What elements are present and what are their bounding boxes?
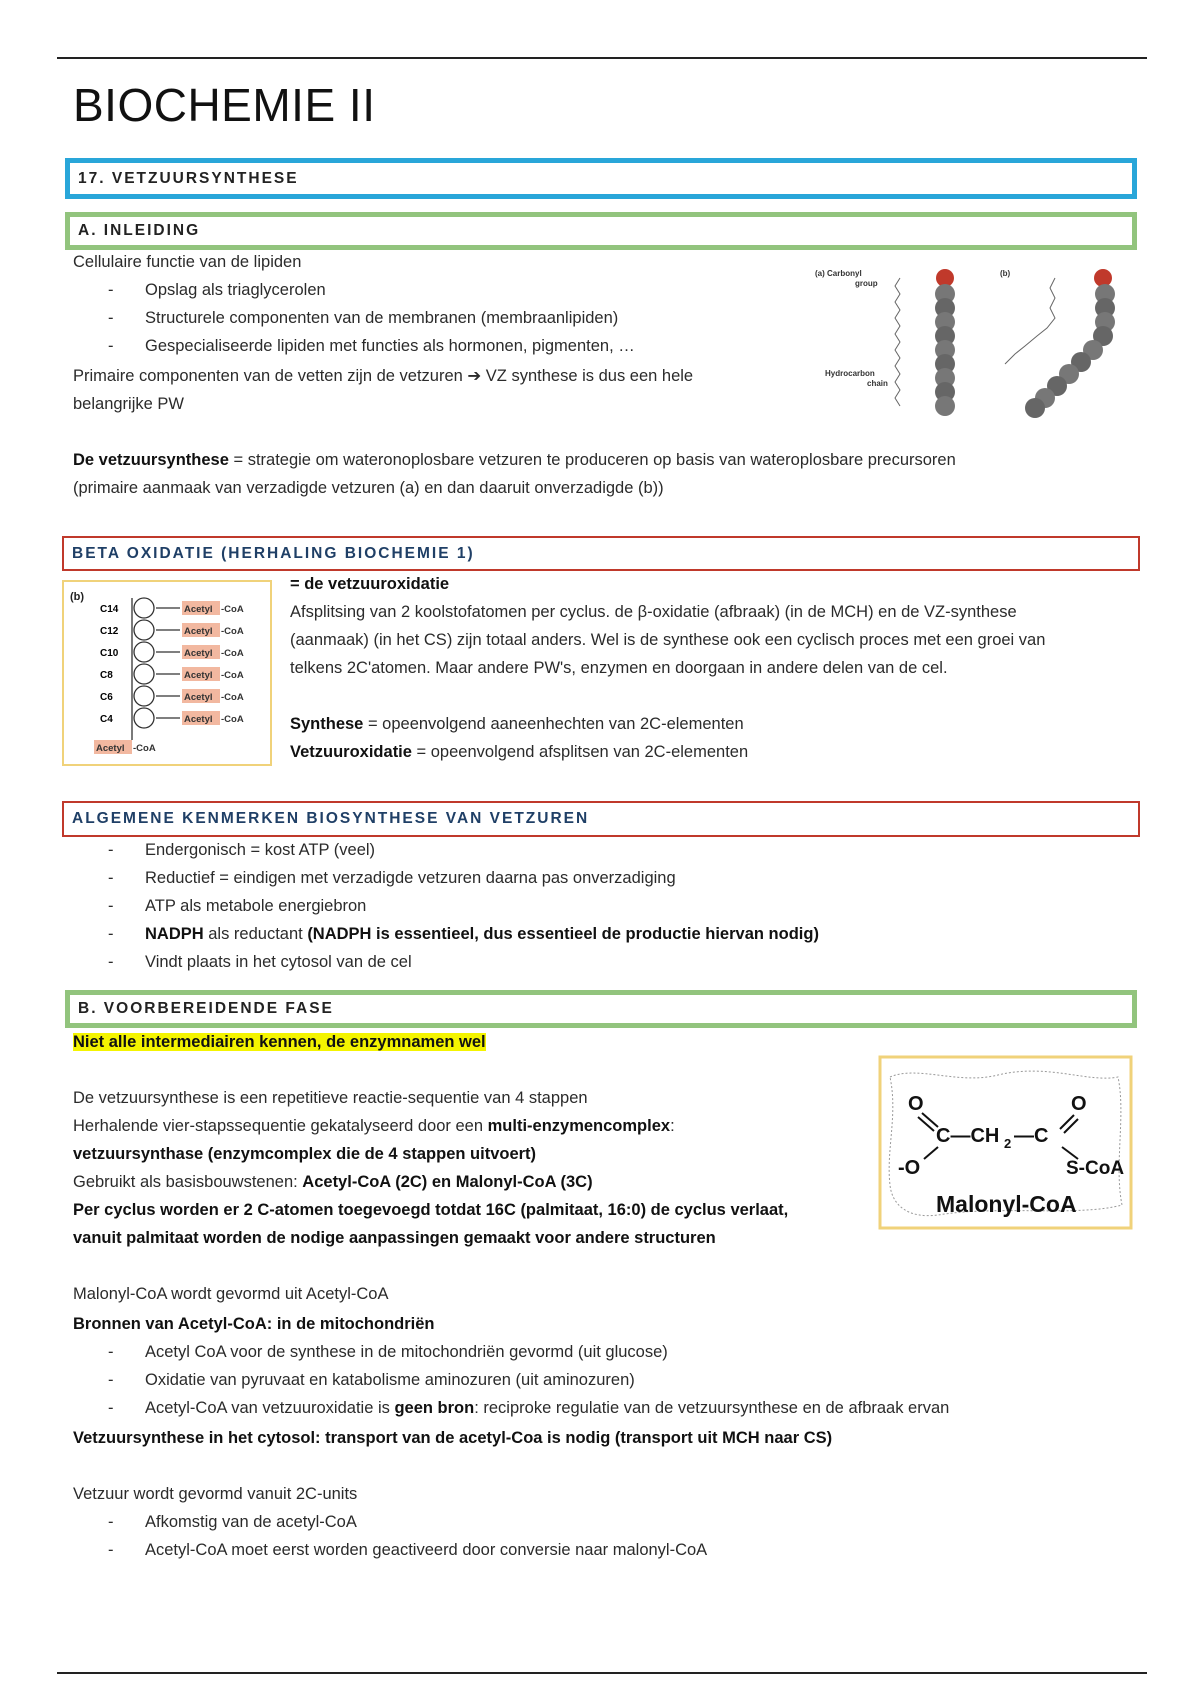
units-bullet-1: - Afkomstig van de acetyl-CoA — [145, 1508, 357, 1536]
voorb-line10: Vetzuur wordt gevormd vanuit 2C-units — [73, 1485, 358, 1503]
vetzuursynthese-definition-line2: (primaire aanmaak van verzadigde vetzuren (a) en dan daaruit onverzadigde (b)) — [73, 479, 664, 497]
saturated-spacefill-model — [935, 269, 955, 416]
top-rule — [57, 57, 1147, 59]
vetzuursynthese-definition: De vetzuursynthese = strategie om wateronoplosbare vetzuren te produceren op basis van wateroplosbare precursoren — [73, 451, 956, 469]
voorb-line3: vetzuursynthase (enzymcomplex die de 4 stappen uitvoert) — [73, 1145, 537, 1163]
svg-text:S-CoA: S-CoA — [1066, 1158, 1125, 1179]
beta-oxidation-figure — [62, 580, 272, 766]
malonyl-coa-figure — [878, 1055, 1133, 1230]
alg-bullet-5: - Vindt plaats in het cytosol van de cel — [145, 948, 412, 976]
svg-text:2: 2 — [1004, 1136, 1012, 1151]
svg-text:Acetyl: Acetyl — [184, 714, 213, 725]
alg-bullet-1: - Endergonisch = kost ATP (veel) — [145, 836, 375, 864]
beta-paragraph-line2: (aanmaak) (in het CS) zijn totaal anders. Wel is de synthese ook een cyclisch proces met een groei van — [290, 631, 1046, 649]
inleiding-line2a: Primaire componenten van de vetten zijn de vetzuren ➔ VZ synthese is dus een hele — [73, 367, 694, 385]
unsaturated-chain-skeleton — [1005, 278, 1055, 364]
enzyme-names-note: Niet alle intermediairen kennen, de enzymnamen wel — [73, 1033, 486, 1051]
bronnen-bullet-2: - Oxidatie van pyruvaat en katabolisme aminozuren (uit aminozuren) — [145, 1366, 635, 1394]
voorb-line6: vanuit palmitaat worden de nodige aanpassingen gemaakt voor andere structuren — [73, 1229, 716, 1247]
svg-text:Acetyl: Acetyl — [184, 626, 213, 637]
page-title: BIOCHEMIE II — [73, 79, 376, 131]
synthese-definition: Synthese = opeenvolgend aaneenhechten van 2C-elementen — [290, 715, 744, 733]
beta-definition: = de vetzuuroxidatie — [290, 575, 450, 593]
svg-text:C10: C10 — [100, 648, 119, 659]
beta-oxidatie-heading: BETA OXIDATIE (HERHALING BIOCHEMIE 1) — [62, 536, 1140, 571]
beta-paragraph-line3: telkens 2C'atomen. Maar andere PW's, enzymen en doorgaan in andere delen van de cel. — [290, 659, 948, 677]
svg-text:C8: C8 — [100, 670, 113, 681]
units-bullet-2: - Acetyl-CoA moet eerst worden geactiveerd door conversie naar malonyl-CoA — [145, 1536, 707, 1564]
chapter-heading: 17. VETZUURSYNTHESE — [65, 158, 1137, 199]
saturated-chain-skeleton — [895, 278, 900, 406]
section-b-heading: B. VOORBEREIDENDE FASE — [65, 990, 1137, 1028]
svg-text:Acetyl: Acetyl — [96, 743, 125, 754]
inleiding-bullet-1: - Opslag als triaglycerolen — [145, 276, 326, 304]
voorb-line4: Gebruikt als basisbouwstenen: Acetyl-CoA (2C) en Malonyl-CoA (3C) — [73, 1173, 593, 1191]
label-group: group — [855, 279, 878, 288]
svg-text:C14: C14 — [100, 604, 119, 615]
bottom-rule — [57, 1672, 1147, 1674]
label-carbonyl: (a) Carbonyl — [815, 269, 862, 278]
svg-text:Malonyl-CoA: Malonyl-CoA — [936, 1191, 1077, 1217]
alg-bullet-2: - Reductief = eindigen met verzadigde vetzuren daarna pas onverzadiging — [145, 864, 676, 892]
label-hydrocarbon: Hydrocarbon — [825, 369, 875, 378]
vetzuuroxidatie-definition: Vetzuuroxidatie = opeenvolgend afsplitsen van 2C-elementen — [290, 743, 749, 761]
svg-text:—C: —C — [1014, 1125, 1049, 1147]
svg-text:-O: -O — [898, 1157, 921, 1179]
svg-text:-CoA: -CoA — [221, 648, 244, 659]
svg-text:-CoA: -CoA — [221, 670, 244, 681]
svg-text:C6: C6 — [100, 692, 113, 703]
bronnen-bullet-1: - Acetyl CoA voor de synthese in de mitochondriën gevormd (uit glucose) — [145, 1338, 668, 1366]
svg-text:Acetyl: Acetyl — [184, 604, 213, 615]
svg-text:-CoA: -CoA — [221, 626, 244, 637]
svg-text:C—CH: C—CH — [936, 1125, 1000, 1147]
inleiding-line2b: belangrijke PW — [73, 395, 184, 413]
svg-text:-CoA: -CoA — [221, 714, 244, 725]
voorb-line9: Vetzuursynthese in het cytosol: transport van de acetyl-Coa is nodig (transport uit MCH naar CS) — [73, 1429, 833, 1447]
beta-paragraph-line1: Afsplitsing van 2 koolstofatomen per cyclus. de β-oxidatie (afbraak) (in de MCH) en de VZ-synthese — [290, 603, 1017, 621]
svg-text:-CoA: -CoA — [221, 604, 244, 615]
inleiding-line1: Cellulaire functie van de lipiden — [73, 253, 302, 271]
label-b: (b) — [1000, 269, 1011, 278]
svg-text:Acetyl: Acetyl — [184, 692, 213, 703]
voorb-line8: Bronnen van Acetyl-CoA: in de mitochondriën — [73, 1315, 435, 1333]
bronnen-bullet-3: - Acetyl-CoA van vetzuuroxidatie is geen bron: reciproke regulatie van de vetzuursynthese en de afbraak ervan — [145, 1394, 949, 1422]
svg-text:O: O — [1071, 1093, 1087, 1115]
unsaturated-spacefill-model — [1025, 269, 1115, 418]
svg-text:(b): (b) — [70, 591, 85, 603]
label-chain: chain — [867, 379, 888, 388]
voorb-line2: Herhalende vier-stapssequentie gekatalyseerd door een multi-enzymencomplex: — [73, 1117, 675, 1135]
algemene-kenmerken-heading: ALGEMENE KENMERKEN BIOSYNTHESE VAN VETZUREN — [62, 801, 1140, 837]
fatty-acid-structure-figure — [815, 258, 1135, 428]
svg-text:Acetyl: Acetyl — [184, 648, 213, 659]
voorb-line7: Malonyl-CoA wordt gevormd uit Acetyl-CoA — [73, 1285, 389, 1303]
svg-text:Acetyl: Acetyl — [184, 670, 213, 681]
alg-bullet-3: - ATP als metabole energiebron — [145, 892, 366, 920]
voorb-line5: Per cyclus worden er 2 C-atomen toegevoegd totdat 16C (palmitaat, 16:0) de cyclus verlaat, — [73, 1201, 789, 1219]
svg-text:C4: C4 — [100, 714, 113, 725]
inleiding-bullet-2: - Structurele componenten van de membranen (membraanlipiden) — [145, 304, 618, 332]
section-a-heading: A. INLEIDING — [65, 212, 1137, 250]
svg-text:-CoA: -CoA — [221, 692, 244, 703]
alg-bullet-4: - NADPH als reductant (NADPH is essentieel, dus essentieel de productie hiervan nodig) — [145, 920, 819, 948]
svg-text:C12: C12 — [100, 626, 119, 637]
voorb-line1: De vetzuursynthese is een repetitieve reactie-sequentie van 4 stappen — [73, 1089, 588, 1107]
svg-text:O: O — [908, 1093, 924, 1115]
inleiding-bullet-3: - Gespecialiseerde lipiden met functies als hormonen, pigmenten, … — [145, 332, 635, 360]
svg-text:-CoA: -CoA — [133, 743, 156, 754]
